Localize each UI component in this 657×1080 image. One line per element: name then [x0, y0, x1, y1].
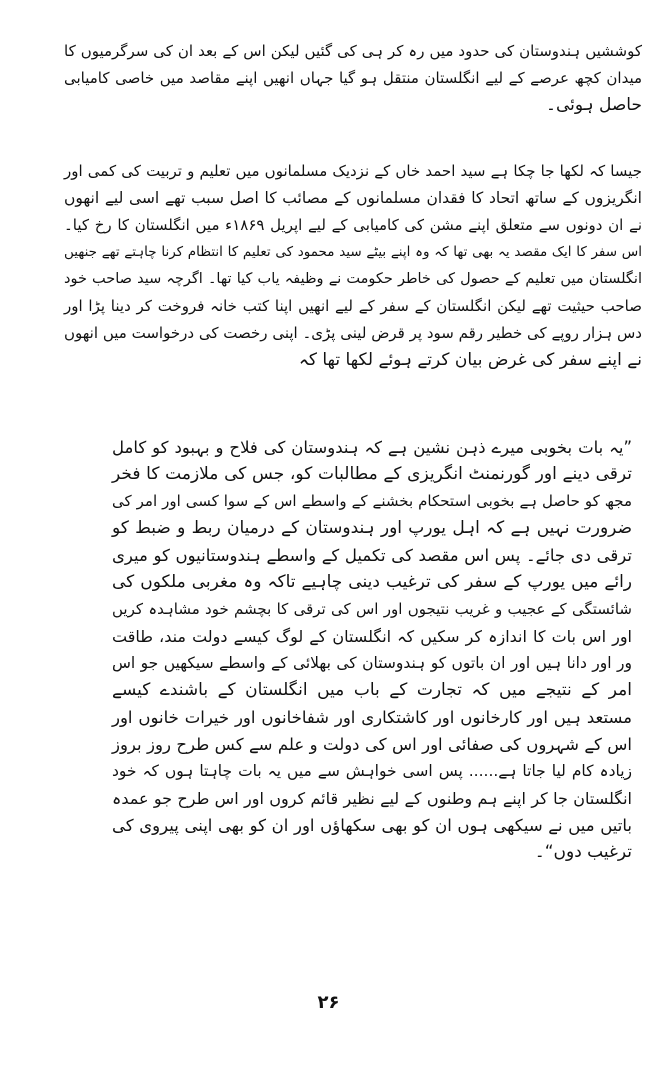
quote-line: باتیں میں نے سیکھی ہوں ان کو بھی سکھاؤں اور ان کو بھی اپنی پیروی کی — [112, 816, 632, 835]
page-number: ۲۶ — [317, 992, 340, 1013]
quote-line: رائے میں یورپ کے سفر کی ترغیب دینی چاہیے تاکہ وہ مغربی ملکوں کی — [112, 572, 632, 592]
paragraph-1 — [64, 38, 642, 119]
paragraph-line: نے اپنے سفر کی غرض بیان کرتے ہوئے لکھا تھا کہ — [298, 350, 642, 370]
quote-line: ترغیب دوں“۔ — [534, 842, 632, 862]
quote-line: انگلستان جا کر اپنے ہم وطنوں کے لیے نظیر قائم کروں اور اس طرح جو عمدہ — [112, 789, 632, 808]
quote-line: اس کے شہروں کی صفائی اور اس کی دولت و علم سے کس طرح روز بروز — [112, 735, 632, 754]
paragraph-line: جیسا کہ لکھا جا چکا ہے سید احمد خاں کے نزدیک مسلمانوں میں تعلیم و تربیت کی کمی اور — [64, 162, 642, 180]
paragraph-line: انگریزوں کے ساتھ اتحاد کا فقدان مسلمانوں کے مصائب کا اصل سبب تھے اسی لیے انھوں — [64, 189, 642, 207]
paragraph-line: دس ہزار روپے کی خطیر رقم سود پر قرض لینی پڑی۔ اپنی رخصت کی درخواست میں انھوں — [64, 324, 642, 342]
quote-line: مستعد ہیں اور کارخانوں اور کاشتکاری اور شفاخانوں اور خیرات خانوں اور — [112, 708, 632, 727]
block-quote — [112, 434, 632, 866]
quote-line: شائستگی کے عجیب و غریب نتیجوں اور اس کی ترقی کا بچشم خود مشاہدہ کریں — [112, 600, 632, 618]
quote-line: ضرورت نہیں ہے کہ اہل یورپ اور ہندوستان کے درمیان ربط و ضبط کو — [112, 518, 632, 538]
quote-line: ترقی دی جائے۔ پس اس مقصد کی تکمیل کے واسطے ہندوستانیوں کو میری — [112, 546, 632, 565]
paragraph-line: کوششیں ہندوستان کی حدود میں رہ کر ہی کی گئیں لیکن اس کے بعد ان کی سرگرمیوں کا — [64, 42, 642, 60]
paragraph-line: حاصل ہوئی۔ — [545, 95, 642, 115]
paragraph-line: اس سفر کا ایک مقصد یہ بھی تھا کہ وہ اپنے بیٹے سید محمود کی تعلیم کا انتظام کرنا چاہتے تھے جنھیں — [64, 244, 642, 260]
quote-line: زیادہ کام لیا جاتا ہے...... پس اسی خواہش سے میں یہ بات چاہتا ہوں کہ خود — [112, 762, 632, 780]
paragraph-line: میدان کچھ عرصے کے لیے انگلستان منتقل ہو گیا جہاں انھیں اپنے مقاصد میں خاصی کامیابی — [64, 69, 642, 87]
paragraph-line: صاحب حیثیت تھے لیکن انگلستان کے سفر کے لیے انھیں اپنا کتب خانہ فروخت کر دینا پڑا اور — [64, 297, 642, 315]
quote-line: امر کے نتیجے میں کہ تجارت کے باب میں انگلستان کے باشندے کیسے — [112, 680, 632, 700]
quote-line: ترقی دینے اور گورنمنٹ انگریزی کے مطالبات کو، جس کی ملازمت کا فخر — [112, 464, 632, 484]
quote-line: ”یہ بات بخوبی میرے ذہن نشین ہے کہ ہندوستان کی فلاح و بہبود کو کامل — [112, 438, 632, 457]
quote-line: اور اس بات کا اندازہ کر سکیں کہ انگلستان کے لوگ کیسے دولت مند، طاقت — [112, 627, 632, 646]
quote-line: مجھ کو حاصل ہے بخوبی استحکام بخشنے کے واسطے اس کے سوا کسی اور امر کی — [112, 492, 632, 510]
paragraph-line: انگلستان میں تعلیم کے حصول کی خاطر حکومت نے وظیفہ یاب کیا تھا۔ اگرچہ سید صاحب خود — [64, 271, 642, 287]
paragraph-line: نے ان دونوں سے متعلق اپنے مشن کی کامیابی کے لیے اپریل ۱۸۶۹ء میں انگلستان کا رخ کیا۔ — [64, 216, 643, 234]
quote-line: ور اور دانا ہیں اور ان باتوں کو ہندوستان کی بھلائی کے واسطے سیکھیں جو اس — [112, 654, 632, 672]
paragraph-2 — [64, 158, 642, 374]
